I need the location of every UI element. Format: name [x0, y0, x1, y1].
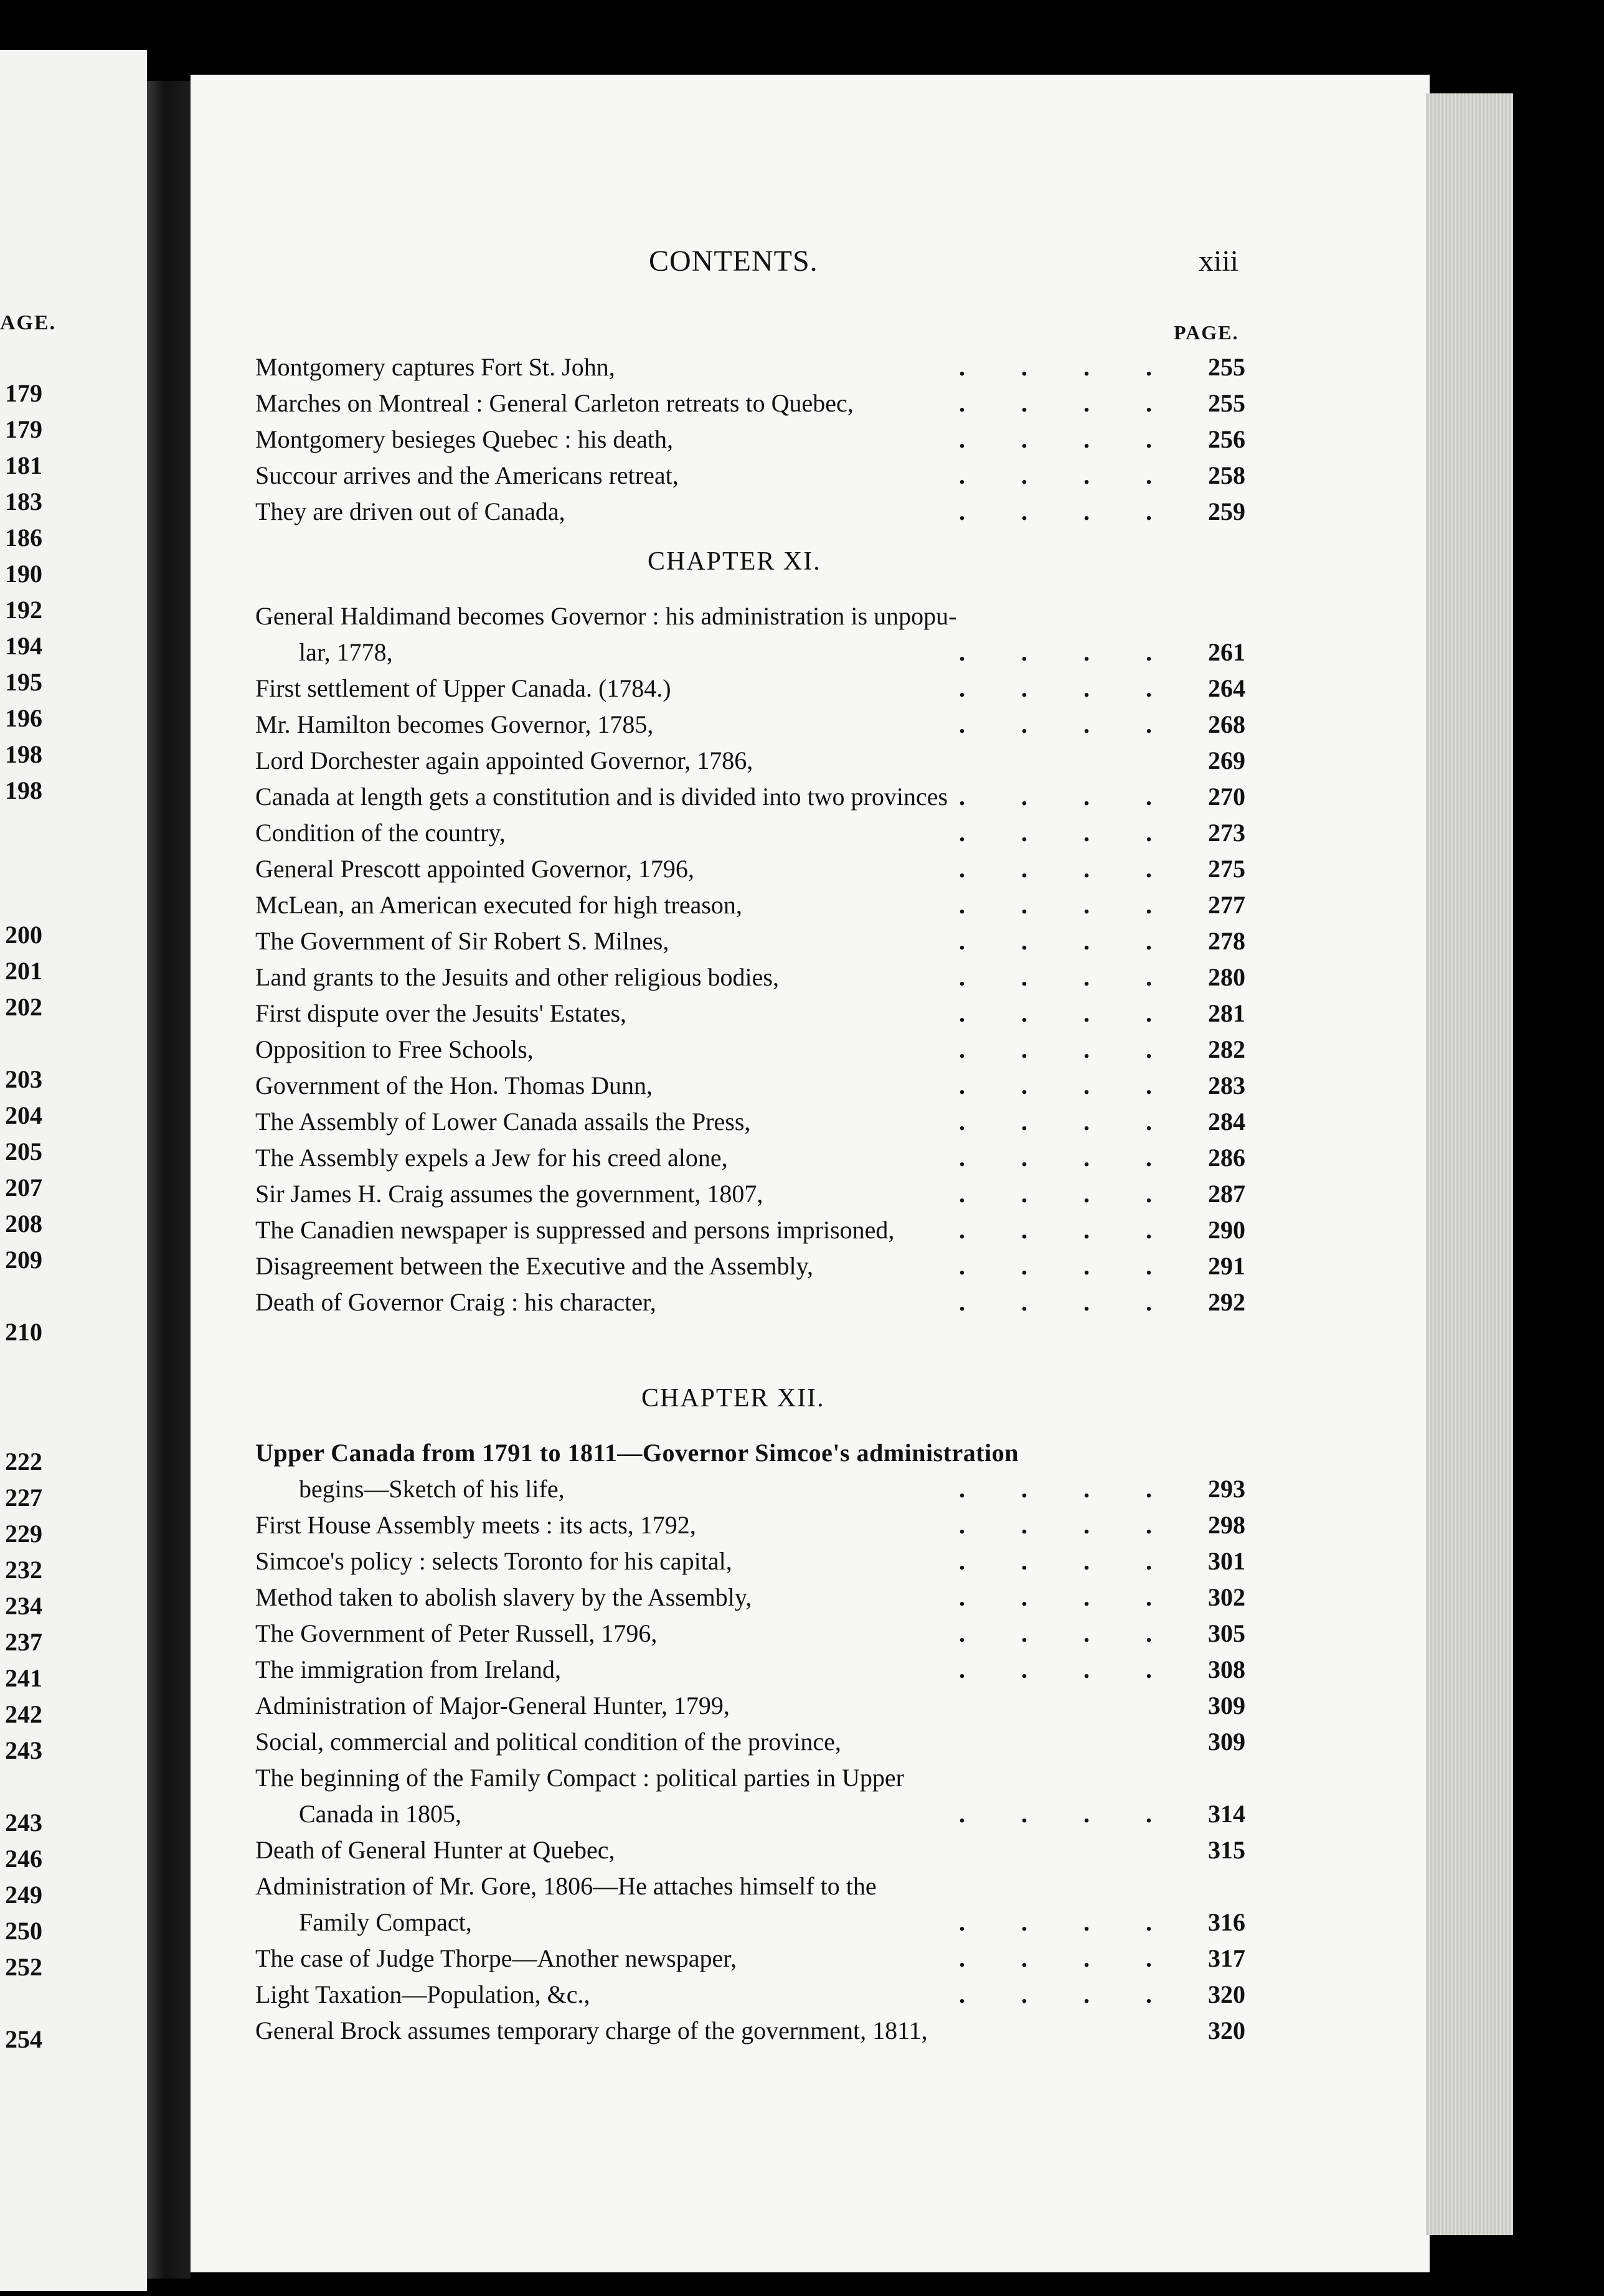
toc-entry-title: lar, 1778,: [299, 638, 393, 666]
toc-entry-title: The case of Judge Thorpe—Another newspaper,: [255, 1944, 737, 1972]
toc-entry: [255, 1213, 1245, 1248]
toc-entry-page: 275: [1208, 855, 1245, 883]
dot-leader: . . . .: [959, 497, 1177, 525]
toc-entry-page: 286: [1208, 1144, 1245, 1172]
toc-entry-page: 309: [1208, 1691, 1245, 1720]
dot-leader: . . . .: [959, 461, 1177, 489]
toc-entry-page: 301: [1208, 1547, 1245, 1575]
toc-entry-title: Mr. Hamilton becomes Governor, 1785,: [255, 710, 654, 738]
toc-entry-title: Social, commercial and political condition of the province,: [255, 1728, 841, 1756]
toc-entry: [255, 1032, 1245, 1067]
left-page-number: 242: [5, 1700, 42, 1728]
dot-leader: . . . .: [959, 1108, 1177, 1136]
toc-entry: [255, 924, 1245, 959]
toc-entry: [255, 1941, 1245, 1976]
toc-entry-page: 261: [1208, 638, 1245, 666]
toc-entry-page: 282: [1208, 1035, 1245, 1063]
toc-entry: [255, 422, 1245, 457]
toc-entry-page: 320: [1208, 1980, 1245, 2008]
toc-entry-page: 255: [1208, 353, 1245, 381]
left-page-number: 229: [5, 1520, 42, 1548]
left-page-number: 183: [5, 487, 42, 515]
toc-entry-page: 270: [1208, 783, 1245, 811]
toc-entry: [255, 1544, 1245, 1579]
dot-leader: . . . .: [959, 389, 1177, 417]
left-page-number: 198: [5, 776, 42, 804]
toc-entry-page: 281: [1208, 999, 1245, 1027]
dot-leader: . . . .: [959, 1944, 1177, 1972]
toc-entry: [299, 1797, 1245, 1832]
left-page-column-label: AGE.: [0, 311, 57, 334]
dot-leader: . . . .: [959, 1071, 1177, 1099]
toc-entry-title: Light Taxation—Population, &c.,: [255, 1980, 590, 2008]
toc-entry-title: Montgomery captures Fort St. John,: [255, 353, 615, 381]
left-page-number: 179: [5, 415, 42, 443]
toc-entry: [255, 1104, 1245, 1139]
toc-entry-title: begins—Sketch of his life,: [299, 1475, 565, 1503]
left-page-number: 194: [5, 632, 42, 660]
toc-entry-page: 283: [1208, 1071, 1245, 1099]
dot-leader: . . . .: [959, 1980, 1177, 2008]
toc-entry-title: Lord Dorchester again appointed Governor, 1786,: [255, 746, 753, 774]
dot-leader: . . . .: [959, 1547, 1177, 1575]
left-page-number: 227: [5, 1484, 42, 1512]
toc-entry: [255, 1724, 1245, 1759]
toc-entry: [255, 1652, 1245, 1687]
toc-entry: [255, 1249, 1245, 1284]
dot-leader: . . . .: [959, 963, 1177, 991]
toc-entry-title: Method taken to abolish slavery by the Assembly,: [255, 1583, 752, 1611]
toc-entry-title: The Canadien newspaper is suppressed and persons imprisoned,: [255, 1216, 895, 1244]
dot-leader: . . . .: [959, 819, 1177, 847]
toc-entry-title: They are driven out of Canada,: [255, 497, 565, 525]
toc-entry: [255, 1068, 1245, 1103]
toc-entry: [255, 599, 1245, 634]
toc-entry: [255, 350, 1245, 385]
dot-leader: . . . .: [959, 638, 1177, 666]
toc-entry-title: The Assembly expels a Jew for his creed alone,: [255, 1144, 728, 1172]
dot-leader: . . . .: [959, 353, 1177, 381]
left-page-number: 210: [5, 1318, 42, 1346]
toc-entry-page: 290: [1208, 1216, 1245, 1244]
dot-leader: . . . .: [959, 1180, 1177, 1208]
toc-entry-title: First House Assembly meets : its acts, 1792,: [255, 1511, 696, 1539]
toc-entry-page: 298: [1208, 1511, 1245, 1539]
toc-entry-page: 316: [1208, 1908, 1245, 1936]
dot-leader: . . . .: [959, 1252, 1177, 1280]
toc-entry-page: 309: [1208, 1728, 1245, 1756]
toc-entry-page: 278: [1208, 927, 1245, 955]
chapter-heading: CHAPTER XII.: [641, 1384, 825, 1413]
toc-entry-title: Upper Canada from 1791 to 1811—Governor Simcoe's administration: [255, 1439, 1019, 1467]
left-page-number: 198: [5, 740, 42, 768]
toc-entry-page: 259: [1208, 497, 1245, 525]
toc-entry-page: 317: [1208, 1944, 1245, 1972]
toc-entry: [255, 1141, 1245, 1175]
dot-leader: . . . .: [959, 783, 1177, 811]
toc-entry: [255, 1580, 1245, 1615]
dot-leader: . . . .: [959, 999, 1177, 1027]
left-page-number: 205: [5, 1137, 42, 1165]
book-gutter: [147, 81, 191, 2279]
toc-entry: [255, 743, 1245, 778]
dot-leader: . . . .: [959, 1288, 1177, 1316]
toc-entry-page: 273: [1208, 819, 1245, 847]
left-page-number: 204: [5, 1101, 42, 1129]
left-page-number: 232: [5, 1556, 42, 1584]
toc-entry: [255, 1977, 1245, 2012]
chapter-heading: CHAPTER XI.: [648, 547, 821, 576]
dot-leader: . . . .: [959, 1144, 1177, 1172]
toc-entry-page: 284: [1208, 1108, 1245, 1136]
toc-entry-title: The Government of Sir Robert S. Milnes,: [255, 927, 669, 955]
toc-entry-page: 258: [1208, 461, 1245, 489]
toc-entry: [255, 852, 1245, 887]
left-page-number: 237: [5, 1628, 42, 1656]
toc-entry-title: The Government of Peter Russell, 1796,: [255, 1619, 658, 1647]
toc-entry-title: Montgomery besieges Quebec : his death,: [255, 425, 673, 453]
dot-leader: . . . .: [959, 1035, 1177, 1063]
toc-entry-title: Administration of Major-General Hunter, 1799,: [255, 1691, 730, 1720]
left-page-number: 243: [5, 1736, 42, 1764]
toc-entry-title: Family Compact,: [299, 1908, 472, 1936]
toc-entry-page: 268: [1208, 710, 1245, 738]
left-page-number: 234: [5, 1592, 42, 1620]
toc-entry-title: Canada in 1805,: [299, 1800, 462, 1828]
toc-entry-title: Opposition to Free Schools,: [255, 1035, 534, 1063]
toc-entry: [255, 960, 1245, 995]
toc-entry-title: The Assembly of Lower Canada assails the Press,: [255, 1108, 751, 1136]
toc-entry-page: 280: [1208, 963, 1245, 991]
toc-entry: [255, 494, 1245, 529]
dot-leader: . . . .: [959, 927, 1177, 955]
dot-leader: . . . .: [959, 1511, 1177, 1539]
toc-entry: [255, 816, 1245, 850]
toc-entry: [255, 671, 1245, 706]
page-folio: xiii: [1199, 245, 1239, 278]
dot-leader: . . . .: [959, 674, 1177, 702]
toc-entry-title: General Haldimand becomes Governor : his administration is unpopu-: [255, 602, 957, 630]
toc-entry-page: 277: [1208, 891, 1245, 919]
toc-entry-title: The immigration from Ireland,: [255, 1655, 561, 1683]
toc-entry-page: 314: [1208, 1800, 1245, 1828]
toc-entry-title: First dispute over the Jesuits' Estates,: [255, 999, 627, 1027]
toc-entry-title: Death of Governor Craig : his character,: [255, 1288, 656, 1316]
dot-leader: . . . .: [959, 1800, 1177, 1828]
toc-entry: [255, 888, 1245, 923]
left-page-number: 246: [5, 1845, 42, 1873]
toc-entry: [299, 1472, 1245, 1507]
toc-entry: [255, 779, 1245, 814]
left-page-number: 195: [5, 668, 42, 696]
left-page-number: 202: [5, 993, 42, 1021]
toc-entry: [255, 1761, 1245, 1795]
toc-entry: [255, 1833, 1245, 1868]
toc-entry-title: Condition of the country,: [255, 819, 506, 847]
toc-entry: [255, 1177, 1245, 1212]
toc-entry-title: First settlement of Upper Canada. (1784.): [255, 674, 671, 702]
toc-entry-title: General Brock assumes temporary charge of the government, 1811,: [255, 2016, 928, 2044]
toc-entry-title: Death of General Hunter at Quebec,: [255, 1836, 615, 1864]
running-head: CONTENTS.: [649, 245, 818, 278]
toc-entry-page: 287: [1208, 1180, 1245, 1208]
toc-entry: [299, 1905, 1245, 1940]
toc-entry-title: Succour arrives and the Americans retreat,: [255, 461, 679, 489]
left-page-number: 252: [5, 1953, 42, 1981]
toc-entry-page: 308: [1208, 1655, 1245, 1683]
page-stack-edge: [1426, 93, 1513, 2235]
toc-entry-title: General Prescott appointed Governor, 1796,: [255, 855, 694, 883]
toc-entry: [255, 707, 1245, 742]
left-page-number: 196: [5, 704, 42, 732]
dot-leader: . . . .: [959, 1655, 1177, 1683]
dot-leader: . . . .: [959, 855, 1177, 883]
toc-entry-page: 291: [1208, 1252, 1245, 1280]
toc-entry: [255, 458, 1245, 493]
left-page-number: 186: [5, 524, 42, 552]
toc-entry: [255, 1869, 1245, 1904]
toc-entry-title: Simcoe's policy : selects Toronto for his capital,: [255, 1547, 732, 1575]
toc-entry: [255, 1616, 1245, 1651]
toc-entry-title: Disagreement between the Executive and the Assembly,: [255, 1252, 813, 1280]
toc-entry-title: Canada at length gets a constitution and is divided into two provinces: [255, 783, 948, 811]
toc-entry-title: Administration of Mr. Gore, 1806—He attaches himself to the: [255, 1872, 877, 1900]
left-page-number: 241: [5, 1664, 42, 1692]
dot-leader: . . . .: [959, 425, 1177, 453]
dot-leader: . . . .: [959, 1475, 1177, 1503]
toc-entry-page: 293: [1208, 1475, 1245, 1503]
dot-leader: . . . .: [959, 1216, 1177, 1244]
toc-entry-title: Sir James H. Craig assumes the government, 1807,: [255, 1180, 763, 1208]
left-page-number: 190: [5, 560, 42, 588]
toc-entry-page: 302: [1208, 1583, 1245, 1611]
dot-leader: . . . .: [959, 891, 1177, 919]
left-page-number: 179: [5, 379, 42, 407]
toc-entry-page: 315: [1208, 1836, 1245, 1864]
left-page-number: 209: [5, 1246, 42, 1274]
toc-entry: [255, 386, 1245, 421]
page-column-label: PAGE.: [1174, 321, 1239, 344]
dot-leader: . . . .: [959, 1619, 1177, 1647]
left-page-number: 222: [5, 1447, 42, 1475]
left-page-number: 243: [5, 1809, 42, 1837]
toc-entry-page: 320: [1208, 2016, 1245, 2044]
left-page-number: 207: [5, 1174, 42, 1202]
left-page-number: 250: [5, 1917, 42, 1945]
toc-entry-page: 264: [1208, 674, 1245, 702]
toc-entry: [255, 2013, 1245, 2048]
left-page-number: 208: [5, 1210, 42, 1238]
left-page-number: 200: [5, 921, 42, 949]
dot-leader: . . . .: [959, 1583, 1177, 1611]
toc-entry-title: McLean, an American executed for high treason,: [255, 891, 742, 919]
toc-entry-title: Land grants to the Jesuits and other religious bodies,: [255, 963, 779, 991]
left-page-number: 192: [5, 596, 42, 624]
toc-entry: [255, 996, 1245, 1031]
toc-entry-page: 255: [1208, 389, 1245, 417]
toc-entry-page: 256: [1208, 425, 1245, 453]
toc-entry: [299, 635, 1245, 670]
dot-leader: . . . .: [959, 710, 1177, 738]
toc-entry-page: 292: [1208, 1288, 1245, 1316]
toc-entry-title: Marches on Montreal : General Carleton retreats to Quebec,: [255, 389, 854, 417]
toc-entry: [255, 1688, 1245, 1723]
toc-entry-title: The beginning of the Family Compact : political parties in Upper: [255, 1764, 904, 1792]
toc-entry-page: 305: [1208, 1619, 1245, 1647]
toc-entry-title: Government of the Hon. Thomas Dunn,: [255, 1071, 653, 1099]
toc-entry: [255, 1508, 1245, 1543]
dot-leader: . . . .: [959, 1908, 1177, 1936]
left-page-number: 201: [5, 957, 42, 985]
toc-entry: [255, 1285, 1245, 1320]
left-page-number: 203: [5, 1065, 42, 1093]
left-page-number: 254: [5, 2025, 42, 2053]
toc-entry-page: 269: [1208, 746, 1245, 774]
left-page-number: 181: [5, 451, 42, 479]
toc-entry: [255, 1436, 1245, 1470]
left-page-number: 249: [5, 1881, 42, 1909]
